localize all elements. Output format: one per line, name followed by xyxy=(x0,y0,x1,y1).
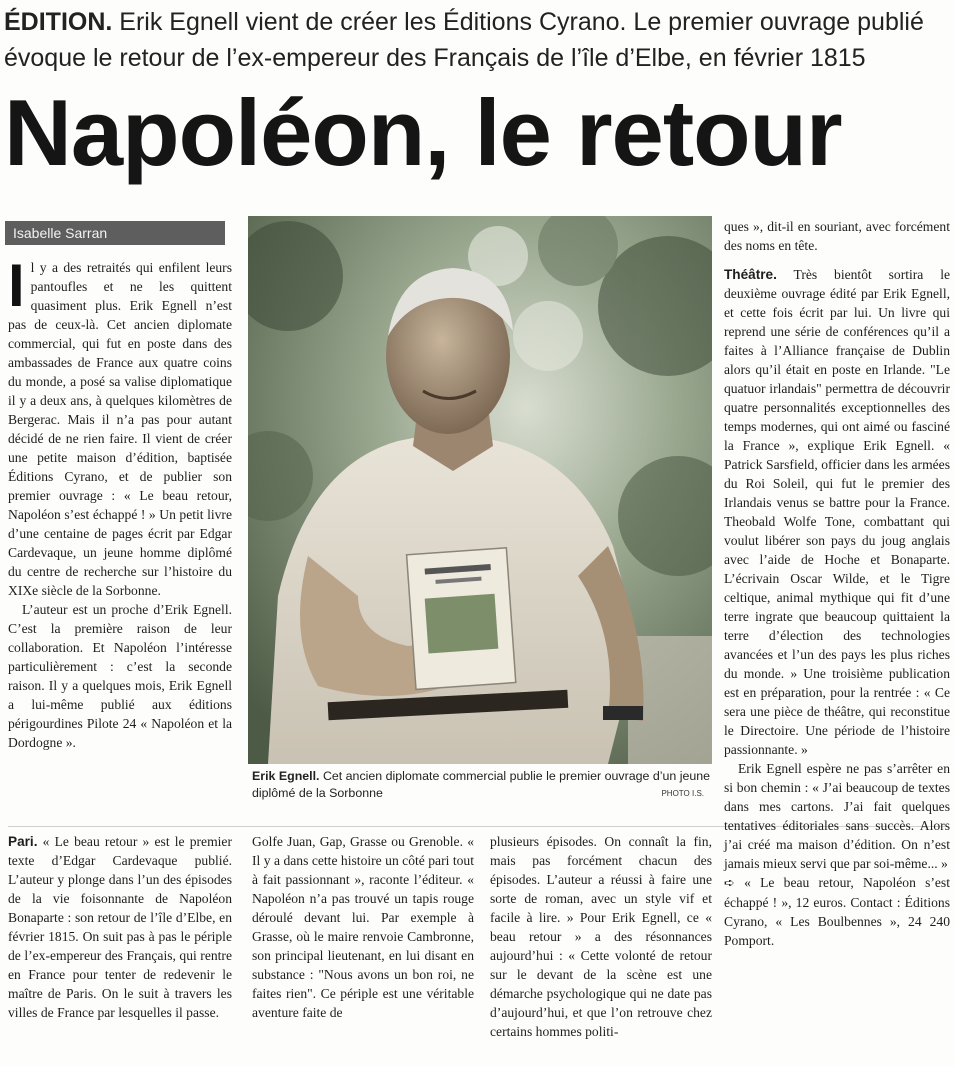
arrow-icon: ➪ xyxy=(724,876,735,891)
paragraph-author: L’auteur est un proche d’Erik Egnell. C’est la première raison de leur collaboration. Et Napoléon l’intéresse particulièrement : c’est la seconde raison. Il y a quelques mois, Erik Egnell a lui-même publié aux éditions périgourdines Pilote 24 « Napoléon et la Dordogne ». xyxy=(8,602,232,750)
headline: Napoléon, le retour xyxy=(4,80,842,185)
col4-opening: ques », dit-il en souriant, avec forcément des noms en tête. xyxy=(724,219,950,253)
info-contact: ➪ « Le beau retour, Napoléon s’est échappé ! », 12 euros. Contact : Éditions Cyrano, « Les Boulbennes », 24 240 Pomport. xyxy=(724,875,950,948)
kicker xyxy=(4,4,949,76)
dropcap: I xyxy=(8,252,25,319)
pari-paragraph: Pari. « Le beau retour » est le premier texte d’Edgar Cardevaque publié. L’auteur y plonge dans l’un des épisodes de la vie foisonnante de Napoléon Bonaparte : son retour de l’île d’Elbe, en février 1815. On suit pas à pas le périple de l’ex-empereur des Français, qui rentre en France pour tenter de redevenir le maître de Paris. On le suit à travers les villes de France par lesquelles il passe. xyxy=(8,834,232,1020)
photo-erik-egnell xyxy=(248,216,712,764)
paragraph-hopes: Erik Egnell espère ne pas s’arrêter en si bon chemin : « J’ai beaucoup de textes dans mes cartons. J’ai fait quelques tentatives éditoriales sans succès. Alors j’ai créé ma maison d’édition. On n’est jamais mieux servi que par soi-même... » xyxy=(724,761,950,871)
column-1 xyxy=(8,252,232,752)
bottom-column-2 xyxy=(252,832,474,1022)
bottom-column-1 xyxy=(8,832,232,1022)
column-4 xyxy=(724,217,950,950)
bottom-paragraph-2: Golfe Juan, Gap, Grasse ou Grenoble. « Il y a dans cette histoire un côté pari tout à fait passionnant », raconte l’éditeur. « Napoléon n’a pas trouvé un tapis rouge déroulé devant lui. Par exemple à Grasse, où le maire renvoie Cambronne, son principal lieutenant, en lui disant en substance : "Nous avons un bon roi, ne faites rien". Ce périple est une véritable aventure faite de xyxy=(252,834,474,1020)
theatre-paragraph: Théâtre. Très bientôt sortira le deuxième ouvrage édité par Erik Egnell, et cette fois écrit par lui. Un livre qui reprend une série de conférences qu’il a faites à l’Alliance française de Dublin alors qu’il était en poste en Irlande. "Le quatuor irlandais" permettra de découvrir quatre personnalités exceptionnelles des temps modernes, qui ont aimé ou fasciné la France », explique Erik Egnell. « Patrick Sarsfield, officier dans les armées du Roi Soleil, qui fut le premier des Irlandais venus se battre pour la France. Theobald Wolfe Tone, combattant qui voulut libérer son pays du joug anglais avec l’aide de Hoche et Bonaparte. L’écrivain Oscar Wilde, et le Tigre celtique, animal mythique qui fit d’une terre ingrate que beaucoup quittaient la terre d’élection des technologies avancées et l’un des pays les plus riches du monde. » Une troisième publication est en préparation, pour la rentrée : « Ce sera une pièce de théâtre, qui reconstitue le Directoire. Une période de l’histoire passionnante. » xyxy=(724,267,950,757)
kicker-text: Erik Egnell vient de créer les Éditions Cyrano. Le premier ouvrage publié évoque le retour de l’ex-empereur des Français de l’île d’Elbe, en février 1815 xyxy=(4,8,924,72)
photo-caption xyxy=(252,768,710,802)
bottom-paragraph-3: plusieurs épisodes. On connaît la fin, mais pas forcément chacun des épisodes. L’auteur a réussi à faire une sorte de roman, avec un style vif et facile à lire. » Pour Erik Egnell, ce « beau retour » a des résonnances aujourd’hui : « Cette volonté de retour sur le devant de la scène est une démarche psychologique qui ne date pas d’aujourd’hui, et que l’on retrouve chez certains hommes politi- xyxy=(490,834,712,1039)
kicker-tag: ÉDITION. xyxy=(4,8,113,36)
bottom-column-3 xyxy=(490,832,712,1041)
byline: Isabelle Sarran xyxy=(5,221,225,245)
intro-paragraph: Il y a des retraités qui enfilent leurs pantoufles et ne les quittent quasiment plus. Erik Egnell n’est pas de ceux-là. Cet ancien diplomate commercial, qui fut en poste dans des ambassades de France aux quatre coins du monde, a posé sa valise diplomatique il y a deux ans, à quelques kilomètres de Bergerac. Mais il n’a pas pour autant décidé de ne rien faire. Il vient de créer une petite maison d’édition, baptisée Éditions Cyrano, et de publier son premier ouvrage : « Le beau retour, Napoléon s’est échappé ! » Un petit livre d’une centaine de pages écrit par Edgar Cardevaque, un jeune homme diplômé du centre de recherche sur l’histoire du XIXe siècle de la Sorbonne. xyxy=(8,252,232,598)
caption-text: Cet ancien diplomate commercial publie le premier ouvrage d’un jeune diplômé de la Sorbonne xyxy=(252,769,711,800)
caption-name: Erik Egnell. xyxy=(252,769,320,783)
photo-credit: PHOTO I.S. xyxy=(661,789,704,798)
photo-illustration xyxy=(248,216,712,764)
